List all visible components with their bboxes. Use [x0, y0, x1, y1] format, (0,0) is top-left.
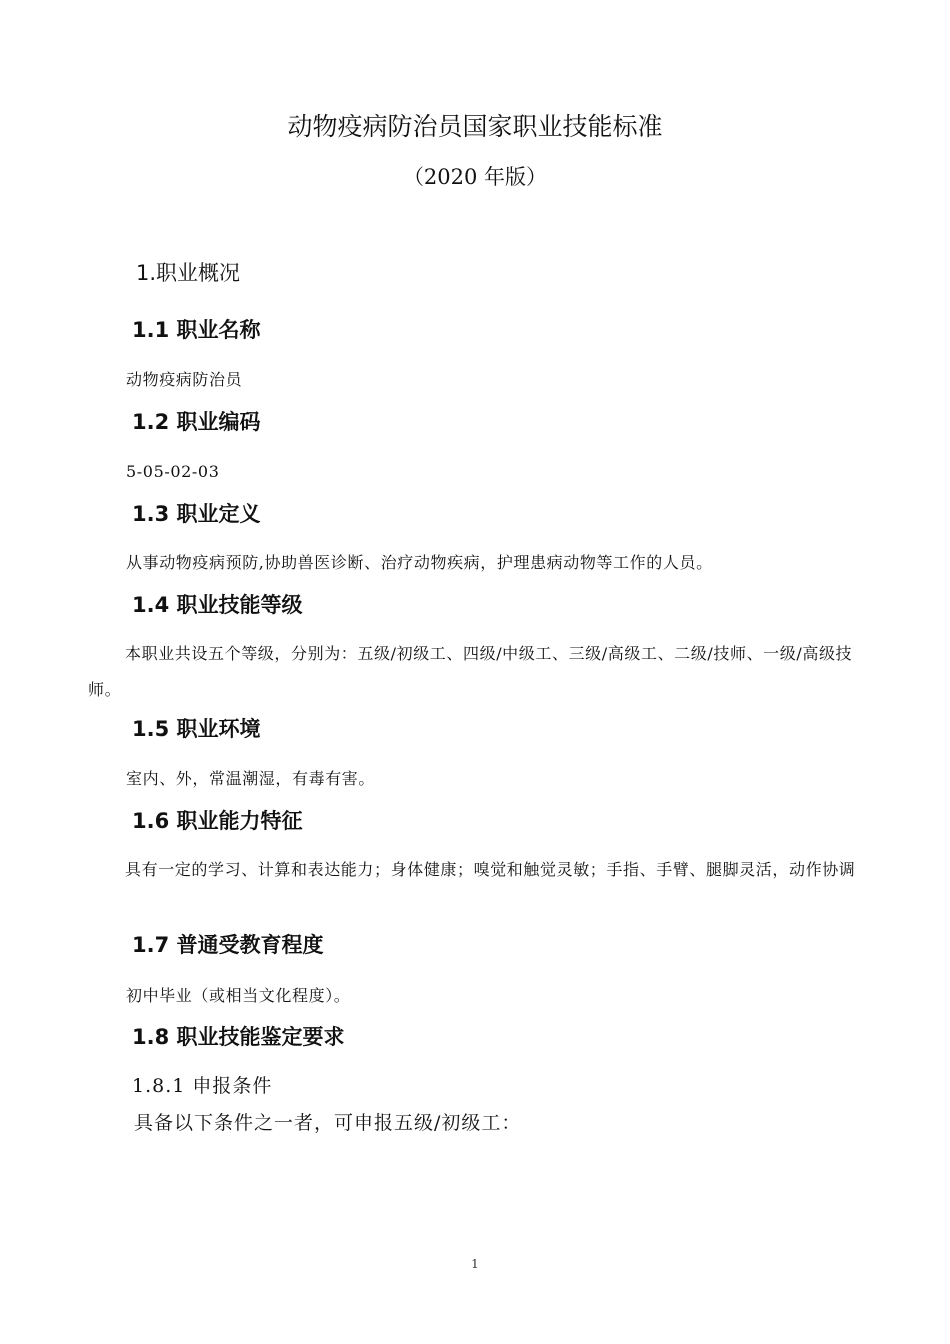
- heading-ability-characteristics: 1.6 职业能力特征: [132, 809, 303, 833]
- text-skill-levels: 本职业共设五个等级，分别为：五级/初级工、四级/中级工、三级/高级工、二级/技师、一级/高级技师。: [88, 644, 853, 699]
- document-subtitle: （2020 年版）: [402, 165, 548, 189]
- heading-occupation-name: 1.1 职业名称: [132, 318, 261, 342]
- heading-occupation-definition: 1.3 职业定义: [132, 502, 261, 526]
- heading-education-level: 1.7 普通受教育程度: [132, 933, 324, 957]
- document-title: 动物疫病防治员国家职业技能标准: [287, 112, 663, 141]
- heading-appraisal-requirements: 1.8 职业技能鉴定要求: [132, 1025, 345, 1049]
- text-occupation-name: 动物疫病防治员: [126, 370, 243, 389]
- heading-occupation-code: 1.2 职业编码: [132, 410, 261, 434]
- text-education-level: 初中毕业（或相当文化程度）。: [126, 986, 351, 1005]
- subsection-heading: 1.8.1 申报条件: [132, 1075, 273, 1097]
- heading-skill-levels: 1.4 职业技能等级: [132, 593, 303, 617]
- section-heading: 1.职业概况: [136, 261, 241, 285]
- text-work-environment: 室内、外，常温潮湿，有毒有害。: [126, 769, 376, 788]
- text-occupation-code: 5-05-02-03: [126, 462, 220, 481]
- page-number: 1: [471, 1257, 479, 1271]
- requirement-intro: 具备以下条件之一者，可申报五级/初级工：: [134, 1112, 522, 1134]
- heading-work-environment: 1.5 职业环境: [132, 717, 261, 741]
- text-occupation-definition: 从事动物疫病预防,协助兽医诊断、治疗动物疾病，护理患病动物等工作的人员。: [126, 553, 713, 572]
- text-ability-characteristics: 具有一定的学习、计算和表达能力；身体健康；嗅觉和触觉灵敏；手指、手臂、腿脚灵活，动作协调: [125, 860, 856, 879]
